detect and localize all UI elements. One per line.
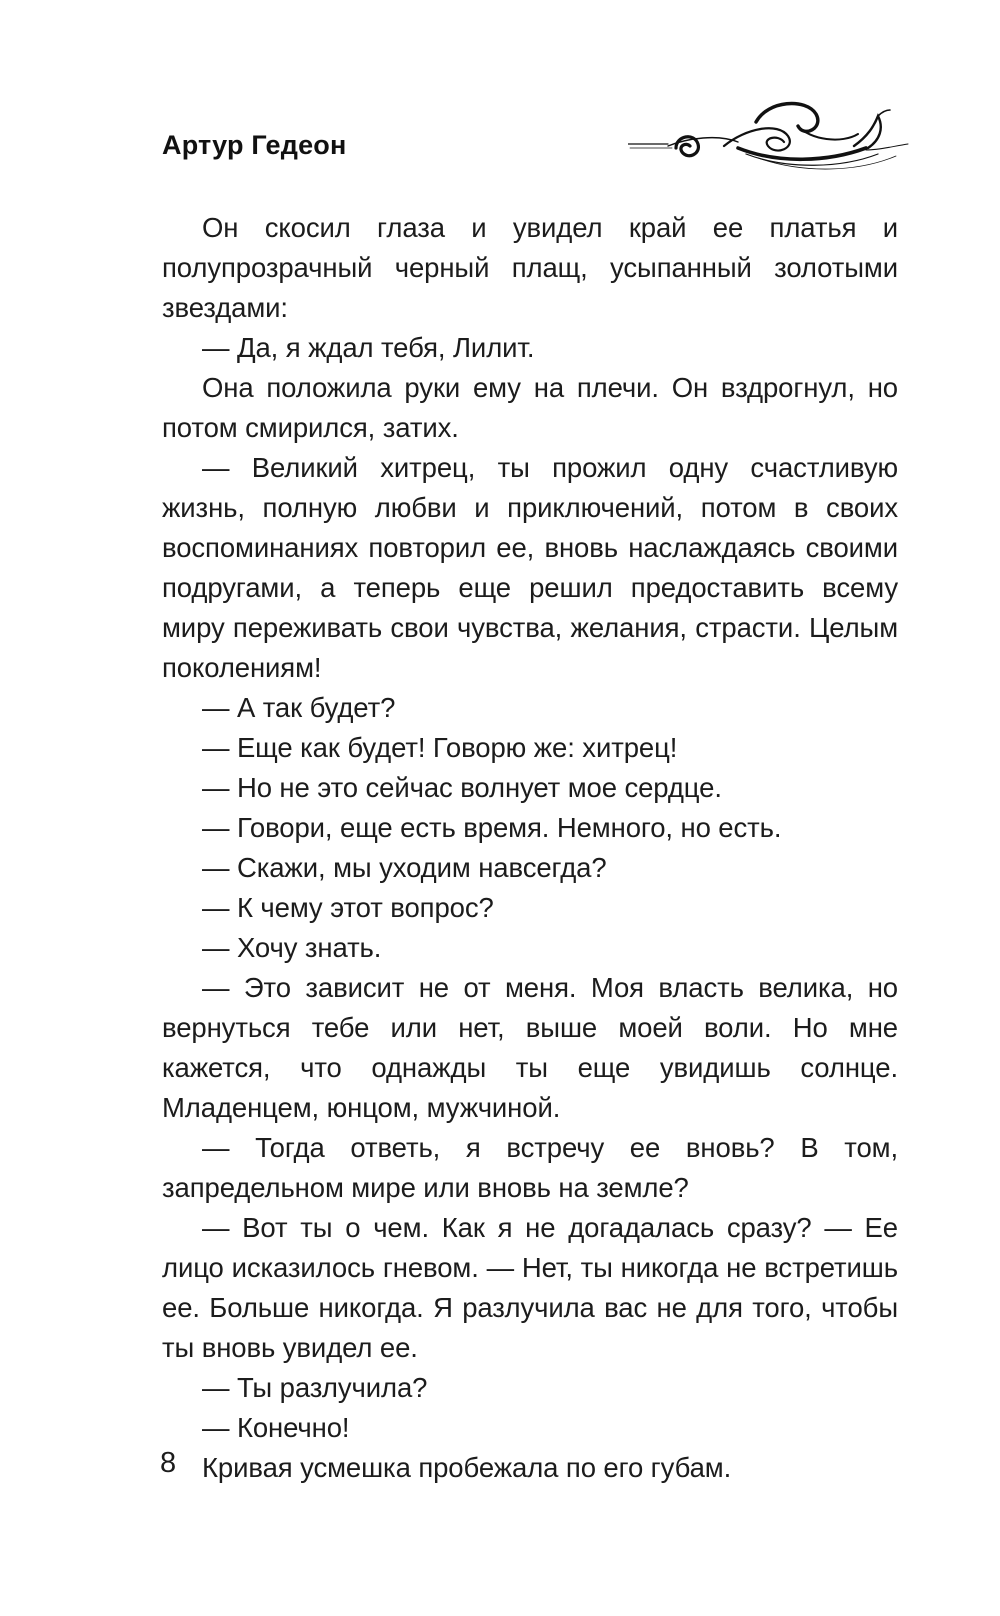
paragraph: — Вот ты о чем. Как я не догадалась сразу? — Ее лицо исказилось гневом. — Нет, ты никогда не встретишь ее. Больше никогда. Я разлучила вас не для того, чтобы ты вновь увидел ее.: [162, 1212, 898, 1363]
paragraph: — А так будет?: [202, 692, 396, 723]
running-header-author: Артур Гедеон: [162, 130, 347, 160]
paragraph: — Ты разлучила?: [202, 1372, 428, 1403]
paragraph: Кривая усмешка пробежала по его губам.: [202, 1452, 732, 1483]
paragraph: — Скажи, мы уходим навсегда?: [202, 852, 607, 883]
paragraph: — Хочу знать.: [202, 932, 382, 963]
paragraph: — Конечно!: [202, 1412, 350, 1443]
paragraph: — Великий хитрец, ты прожил одну счастливую жизнь, полную любви и приключений, потом в своих воспоминаниях повторил ее, вновь наслаждаясь своими подругами, а теперь еще решил предоставить всему миру переживать свои чувства, желания, страсти. Целым поколениям!: [162, 452, 898, 683]
paragraph: — Еще как будет! Говорю же: хитрец!: [202, 732, 678, 763]
paragraph: — Тогда ответь, я встречу ее вновь? В том, запредельном мире или вновь на земле?: [162, 1132, 898, 1203]
paragraph: — Говори, еще есть время. Немного, но есть.: [202, 812, 782, 843]
paragraph: — Это зависит не от меня. Моя власть велика, но вернуться тебе или нет, выше моей воли. Но мне кажется, что однажды ты еще увидишь солнце. Младенцем, юнцом, мужчиной.: [162, 972, 898, 1123]
decorative-swash-ornament-icon: [628, 98, 910, 178]
body-text: [162, 208, 898, 1488]
paragraph: Он скосил глаза и увидел край ее платья и полупрозрачный черный плащ, усыпанный золотыми звездами:: [162, 212, 898, 323]
page-number: 8: [160, 1447, 177, 1479]
paragraph: Она положила руки ему на плечи. Он вздрогнул, но потом смирился, затих.: [162, 372, 898, 443]
paragraph: — К чему этот вопрос?: [202, 892, 494, 923]
paragraph: — Да, я ждал тебя, Лилит.: [202, 332, 535, 363]
paragraph: — Но не это сейчас волнует мое сердце.: [202, 772, 722, 803]
